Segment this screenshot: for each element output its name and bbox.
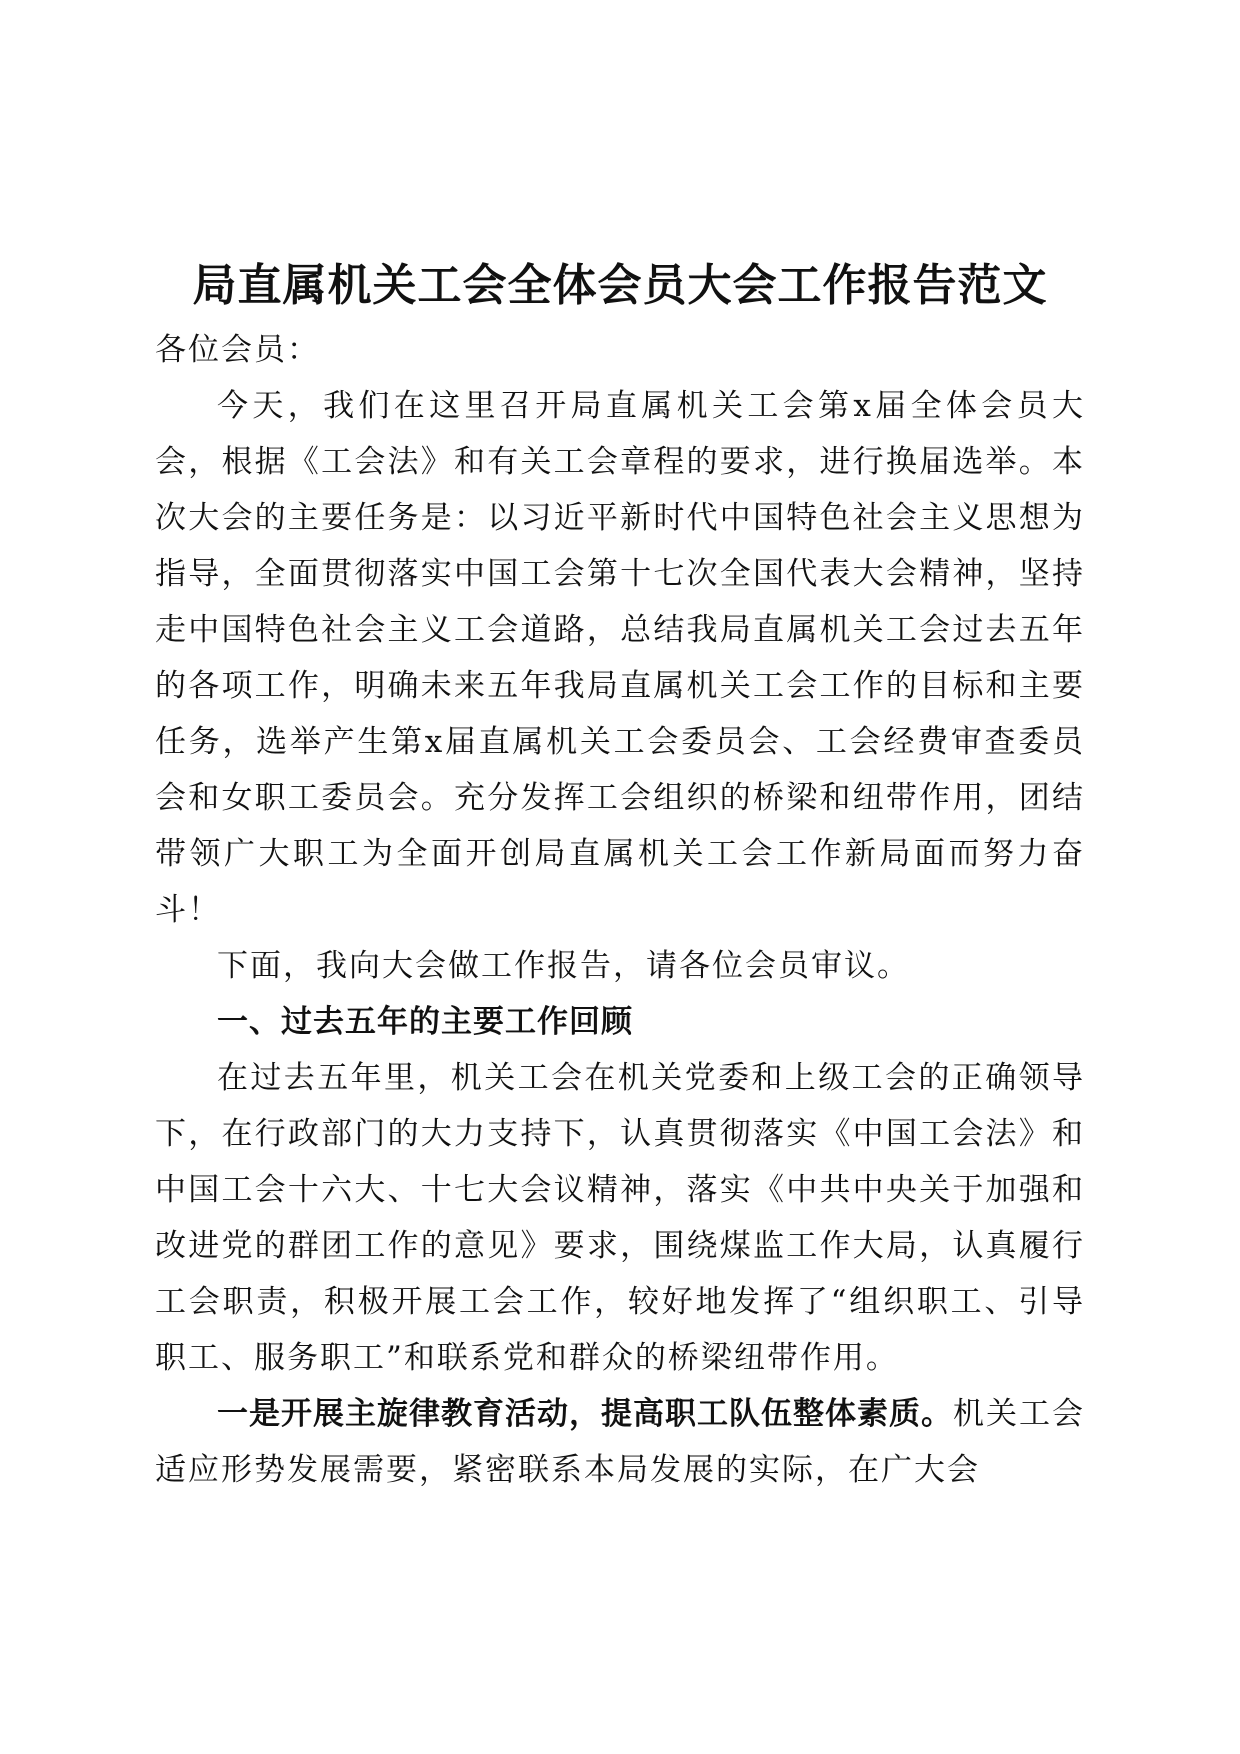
report-paragraph: 下面，我向大会做工作报告，请各位会员审议。 <box>217 948 910 984</box>
point-one-text: 机关工会适应形势发展需要，紧密联系本局发展的实际，在广大会 <box>155 1396 1085 1488</box>
document-title: 局直属机关工会全体会员大会工作报告范文 <box>192 260 1048 311</box>
salutation: 各位会员： <box>155 332 320 368</box>
point-one-lead: 一是开展主旋律教育活动，提高职工队伍整体素质。 <box>217 1396 953 1432</box>
review-paragraph: 在过去五年里，机关工会在机关党委和上级工会的正确领导下，在行政部门的大力支持下，认真贯彻落实《中国工会法》和中国工会十六大、十七大会议精神，落实《中共中央关于加强和改进党的群团工作的意见》要求，围绕煤监工作大局，认真履行工会职责，积极开展工会工作，较好地发挥了“组织职工、引导职工、服务职工”和联系党和群众的桥梁纽带作用。 <box>155 1060 1085 1376</box>
section-heading: 一、过去五年的主要工作回顾 <box>217 1004 633 1040</box>
intro-paragraph: 今天，我们在这里召开局直属机关工会第x届全体会员大会，根据《工会法》和有关工会章程的要求，进行换届选举。本次大会的主要任务是：以习近平新时代中国特色社会主义思想为指导，全面贯彻落实中国工会第十七次全国代表大会精神，坚持走中国特色社会主义工会道路，总结我局直属机关工会过去五年的各项工作，明确未来五年我局直属机关工会工作的目标和主要任务，选举产生第x届直属机关工会委员会、工会经费审查委员会和女职工委员会。充分发挥工会组织的桥梁和纽带作用，团结带领广大职工为全面开创局直属机关工会工作新局面而努力奋斗！ <box>155 388 1085 928</box>
point-one-paragraph <box>155 1386 1085 1498</box>
document-body <box>155 258 1085 1498</box>
